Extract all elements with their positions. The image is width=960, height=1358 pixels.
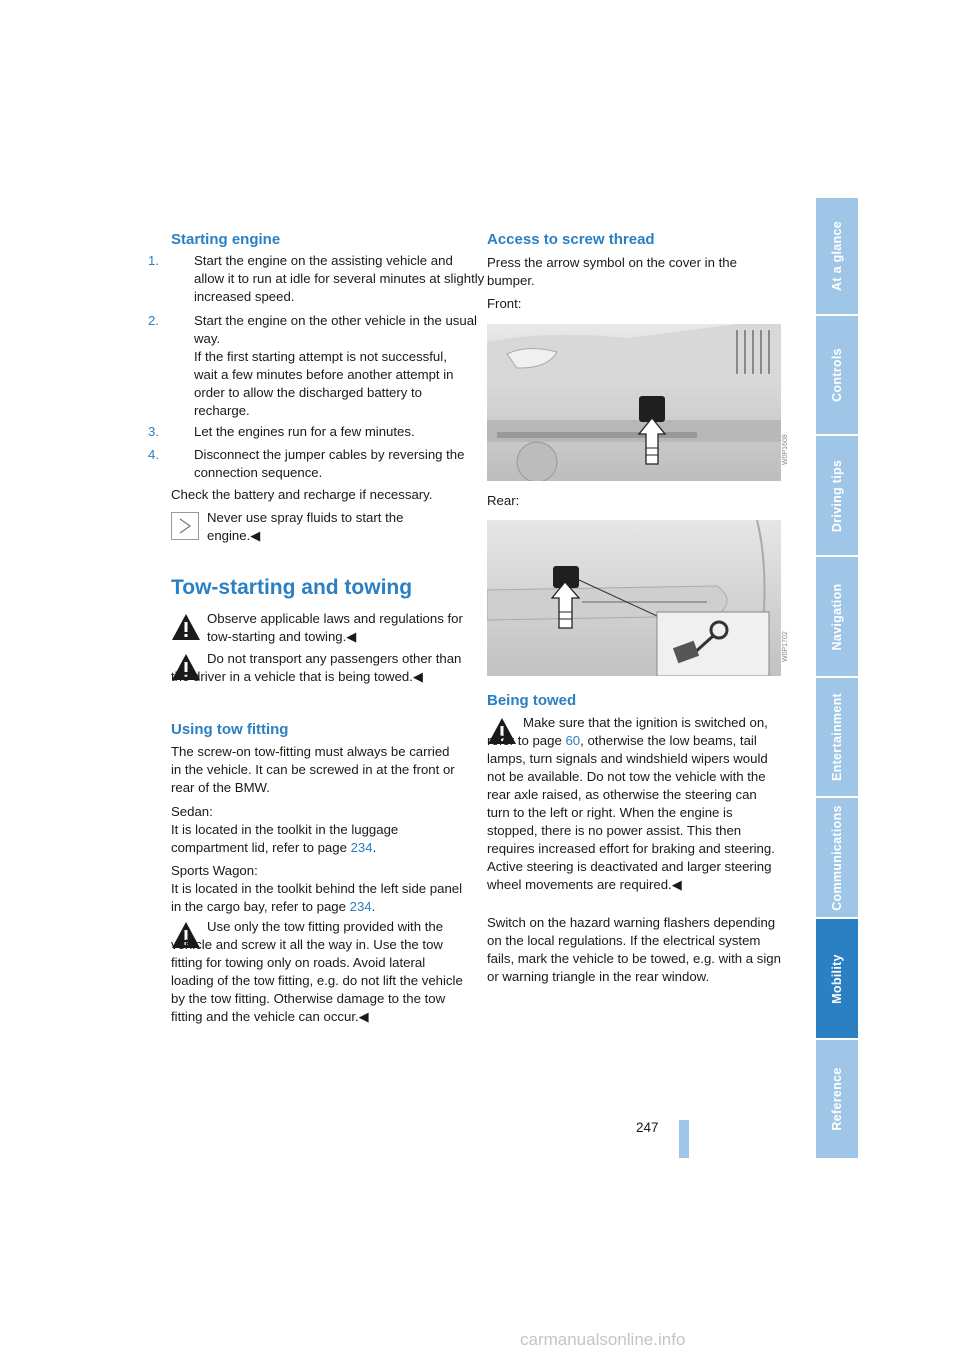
note-icon <box>171 512 199 540</box>
step-4: 4. Disconnect the jumper cables by reversing the connection sequence. <box>148 447 465 480</box>
sedan-label: Sedan: <box>171 804 213 819</box>
front-figure-code: W0P1608 <box>782 434 789 465</box>
screw-thread-text: Press the arrow symbol on the cover in the bumper. <box>487 255 737 288</box>
sidebar-tab-driving-tips[interactable]: Driving tips <box>816 436 858 557</box>
check-battery-text: Check the battery and recharge if necessary. <box>171 487 433 502</box>
step-1: 1. Start the engine on the assisting vehicle and allow it to run at idle for several minutes at slightly increased speed. <box>148 253 485 304</box>
sidebar-tab-controls[interactable]: Controls <box>816 316 858 436</box>
hazard-flashers-text: Switch on the hazard warning flashers depending on the local regulations. If the electrical system fails, mark the vehicle to be towed, e.g. with a sign or warning triangle in the rear window. <box>487 915 781 984</box>
tow-fitting-intro: The screw-on tow-fitting must always be carried in the vehicle. It can be screwed in at the front or rear of the BMW. <box>171 744 455 795</box>
note-spray-fluids: Never use spray fluids to start the engine.◀ <box>207 510 404 543</box>
page-link-234[interactable]: 234 <box>349 899 372 914</box>
wagon-text: It is located in the toolkit behind the left side panel in the cargo bay, refer to page 234. <box>171 881 463 914</box>
page-number-bar <box>679 1120 689 1158</box>
rear-bumper-illustration <box>487 520 781 676</box>
wagon-label: Sports Wagon: <box>171 863 258 878</box>
page-number: 247 <box>636 1120 659 1135</box>
rear-figure-code: W0P1702 <box>782 631 789 662</box>
sidebar-tab-at-a-glance[interactable]: At a glance <box>816 198 858 316</box>
sidebar-tab-mobility[interactable]: Mobility <box>816 919 858 1040</box>
footer-watermark: carmanualsonline.info <box>520 1330 686 1349</box>
warning-triangle-icon <box>171 613 201 641</box>
rear-label: Rear: <box>487 493 520 508</box>
front-label: Front: <box>487 296 522 311</box>
heading-starting-engine: Starting engine <box>171 231 281 248</box>
sidebar-tab-reference[interactable]: Reference <box>816 1040 858 1160</box>
sidebar-tab-communications[interactable]: Communications <box>816 798 858 919</box>
step-3: 3. Let the engines run for a few minutes. <box>148 424 415 439</box>
heading-access-screw-thread: Access to screw thread <box>487 231 655 248</box>
page-link-60[interactable]: 60 <box>565 733 581 748</box>
page-link-234[interactable]: 234 <box>350 840 373 855</box>
sedan-text: It is located in the toolkit in the luggage compartment lid, refer to page 234. <box>171 822 399 855</box>
heading-being-towed: Being towed <box>487 692 577 709</box>
heading-using-tow-fitting: Using tow fitting <box>171 721 289 738</box>
step-2-sub: If the first starting attempt is not successful, wait a few minutes before another attempt in order to allow the discharged battery to recharge. <box>194 349 454 418</box>
warning-ignition: Make sure that the ignition is switched on, refer to page 60, otherwise the low beams, tail lamps, turn signals and windshield wipers would not be available. Do not tow the vehicle with the rear axle raised, as otherwise the steering can turn to the left or right. When the engine is stopped, there is no power assist. This then requires increased effort for braking and steering. Active steering is deactivated and larger steering wheel movements are required.◀ <box>487 715 775 892</box>
warning-tow-fitting: Use only the tow fitting provided with the vehicle and screw it all the way in. Use the tow fitting for towing only on roads. Avoid lateral loading of the tow fitting, e.g. do not lift the vehicle by the tow fitting. Otherwise damage to the tow fitting and the vehicle can occur.◀ <box>171 919 463 1024</box>
sidebar-tab-entertainment[interactable]: Entertainment <box>816 678 858 798</box>
sidebar-tab-navigation[interactable]: Navigation <box>816 557 858 678</box>
heading-tow-starting: Tow-starting and towing <box>171 576 413 599</box>
front-bumper-illustration <box>487 324 781 481</box>
warning-passengers: Do not transport any passengers other than the driver in a vehicle that is being towed.◀ <box>171 651 462 684</box>
step-2: 2. Start the engine on the other vehicle in the usual way. <box>148 313 477 346</box>
warning-laws: Observe applicable laws and regulations for tow-starting and towing.◀ <box>207 611 463 644</box>
